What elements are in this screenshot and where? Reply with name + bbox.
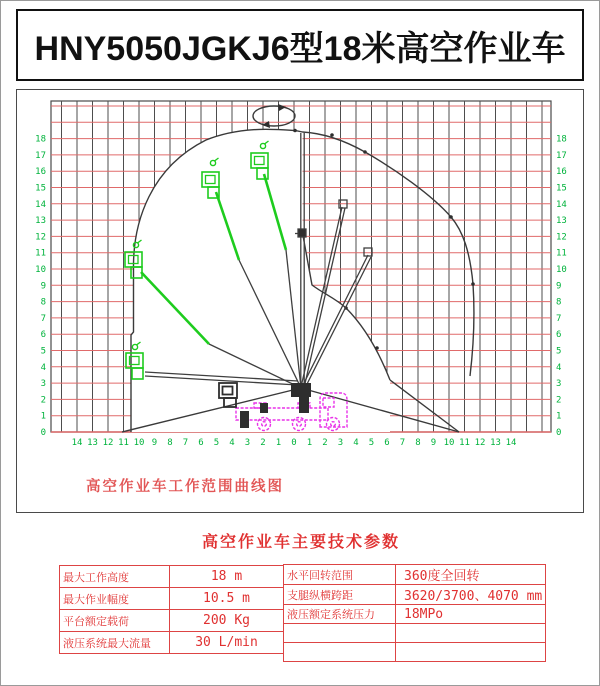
- axis-tick-label: 0: [556, 428, 562, 438]
- axis-tick-label: 9: [40, 281, 46, 292]
- table-row: [60, 588, 284, 610]
- axis-tick-label: 5: [368, 438, 375, 448]
- axis-tick-label: 4: [229, 438, 235, 448]
- spec-table-right: [283, 564, 546, 662]
- param-value: 10.5 m: [170, 588, 284, 610]
- param-label: 液压额定系统压力: [284, 605, 396, 624]
- axis-tick-label: 10: [35, 265, 46, 275]
- axis-tick-label: 12: [102, 438, 114, 448]
- axis-tick-label: 18: [556, 134, 567, 145]
- axis-tick-label: 14: [505, 438, 517, 448]
- table-row: [284, 605, 546, 624]
- axis-tick-label: 6: [556, 330, 562, 341]
- param-label: 支腿纵横跨距: [284, 585, 396, 605]
- axis-tick-label: 16: [35, 167, 46, 178]
- axis-tick-label: 7: [182, 438, 189, 448]
- axis-tick-label: 11: [556, 248, 567, 259]
- axis-tick-label: 16: [556, 167, 567, 178]
- axis-tick-label: 8: [167, 438, 173, 448]
- axis-tick-label: 14: [556, 199, 567, 210]
- axis-tick-label: 4: [40, 362, 46, 373]
- axis-tick-label: 3: [337, 438, 344, 448]
- table-row: [284, 585, 546, 605]
- param-label: 水平回转范围: [284, 565, 396, 585]
- title-box: [16, 9, 584, 81]
- axis-tick-label: 5: [213, 438, 220, 448]
- axis-tick-label: 4: [353, 438, 359, 448]
- axis-tick-label: 18: [35, 134, 46, 145]
- table-row: [284, 624, 546, 643]
- axis-tick-label: 1: [556, 411, 562, 422]
- axis-tick-label: 6: [198, 438, 204, 448]
- axis-tick-label: 0: [40, 428, 46, 438]
- param-label: 平台额定载荷: [60, 610, 170, 632]
- axis-tick-label: 7: [399, 438, 406, 448]
- axis-tick-label: 11: [35, 248, 46, 259]
- working-range-svg: [17, 90, 585, 514]
- table-row: [284, 565, 546, 585]
- param-value: 3620/3700、4070 mm: [396, 585, 546, 605]
- axis-tick-label: 4: [556, 362, 562, 373]
- axis-tick-label: 8: [415, 438, 421, 448]
- axis-tick-label: 0: [291, 438, 297, 448]
- axis-tick-label: 13: [490, 438, 501, 448]
- axis-tick-label: 13: [556, 216, 567, 227]
- axis-tick-label: 5: [40, 346, 46, 357]
- working-range-diagram: [16, 89, 584, 513]
- param-label: [284, 643, 396, 662]
- param-value: 18 m: [170, 566, 284, 588]
- param-value: 30 L/min: [170, 632, 284, 654]
- axis-tick-label: 9: [151, 438, 158, 448]
- param-value: 200 Kg: [170, 610, 284, 632]
- axis-tick-label: 14: [35, 199, 46, 210]
- axis-tick-label: 7: [556, 313, 562, 324]
- axis-tick-label: 8: [556, 297, 562, 308]
- axis-tick-label: 3: [40, 379, 46, 390]
- axis-tick-label: 13: [87, 438, 98, 448]
- param-value: [396, 643, 546, 662]
- axis-tick-label: 17: [556, 150, 567, 161]
- axis-tick-label: 15: [556, 183, 567, 194]
- axis-tick-label: 1: [275, 438, 282, 448]
- axis-tick-label: 12: [556, 232, 567, 243]
- axis-tick-label: 10: [443, 438, 455, 448]
- diagram-caption: 高空作业车工作范围曲线图: [86, 479, 284, 495]
- param-label: 液压系统最大流量: [60, 632, 170, 654]
- axis-tick-label: 14: [71, 438, 83, 448]
- axis-tick-label: 2: [40, 395, 46, 406]
- axis-tick-label: 11: [118, 438, 129, 448]
- axis-tick-label: 9: [430, 438, 437, 448]
- axis-tick-label: 1: [306, 438, 313, 448]
- axis-tick-label: 2: [556, 395, 562, 406]
- axis-tick-label: 3: [556, 379, 562, 390]
- axis-tick-label: 11: [459, 438, 470, 448]
- table-row: [60, 632, 284, 654]
- axis-tick-label: 5: [556, 346, 562, 357]
- param-value: [396, 624, 546, 643]
- param-label: 最大工作高度: [60, 566, 170, 588]
- page-title: HNY5050JGKJ6型18米高空作业车: [34, 29, 566, 68]
- outrigger-leg: [240, 411, 249, 428]
- table-row: [60, 610, 284, 632]
- spec-table-left: [59, 565, 284, 654]
- table-title: 高空作业车主要技术参数: [201, 534, 400, 551]
- axis-tick-label: 7: [40, 313, 46, 324]
- axis-tick-label: 12: [474, 438, 486, 448]
- axis-tick-label: 6: [40, 330, 46, 341]
- table-row: [284, 643, 546, 662]
- axis-tick-label: 2: [322, 438, 328, 448]
- param-label: [284, 624, 396, 643]
- axis-tick-label: 3: [244, 438, 251, 448]
- table-row: [60, 566, 284, 588]
- axis-tick-label: 2: [260, 438, 266, 448]
- turret: [291, 383, 311, 397]
- axis-tick-label: 17: [35, 150, 46, 161]
- param-value: 18MPo: [396, 605, 546, 624]
- axis-tick-label: 9: [556, 281, 562, 292]
- param-value: 360度全回转: [396, 565, 546, 585]
- axis-tick-label: 6: [384, 438, 390, 448]
- axis-tick-label: 10: [556, 265, 567, 275]
- axis-tick-label: 8: [40, 297, 46, 308]
- axis-tick-label: 10: [133, 438, 145, 448]
- axis-tick-label: 12: [35, 232, 46, 243]
- param-label: 最大作业幅度: [60, 588, 170, 610]
- axis-tick-label: 15: [35, 183, 46, 194]
- boom-vertical-joint: [298, 229, 306, 237]
- axis-tick-label: 1: [40, 411, 46, 422]
- axis-tick-label: 13: [35, 216, 46, 227]
